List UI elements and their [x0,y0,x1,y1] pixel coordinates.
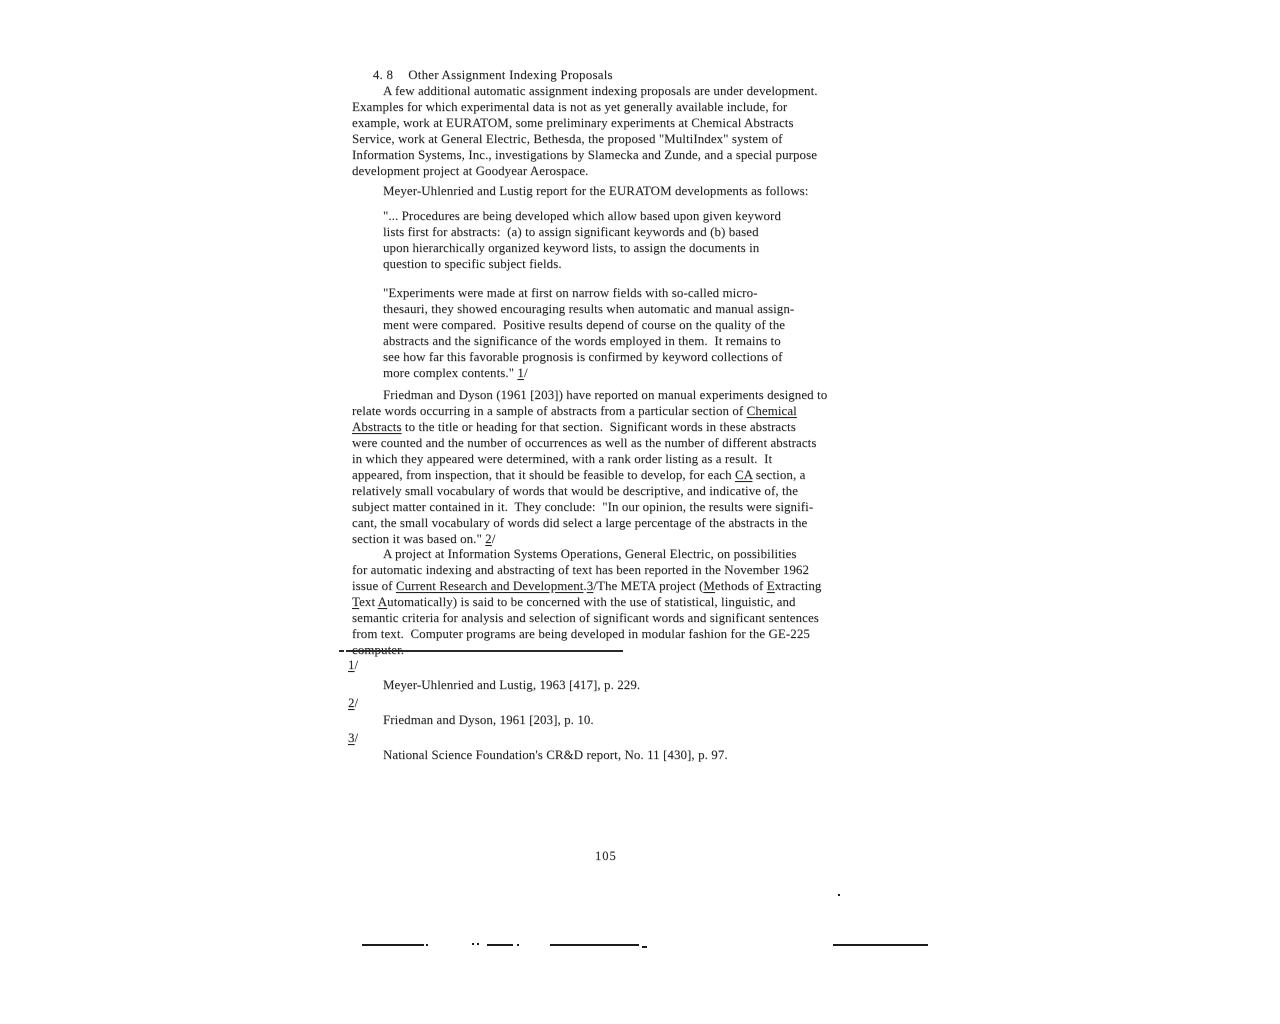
footnote-text-1 [383,677,640,693]
text-line: Meyer-Uhlenried and Lustig, 1963 [417], p. 229. [383,678,641,692]
text-line: section it was based on." 2/ [352,532,496,546]
scan-speck [517,944,519,946]
text-line: cant, the small vocabulary of words did select a large percentage of the abstracts in the [352,516,808,530]
blockquote-procedures [383,208,781,272]
footnote-text-2 [383,712,594,728]
scan-speck [426,944,428,946]
text-line: relate words occurring in a sample of abstracts from a particular section of Chemical [352,404,797,418]
footnote-marker-2 [348,695,358,711]
scan-speck [477,943,479,945]
text-line: see how far this favorable prognosis is confirmed by keyword collections of [383,350,783,364]
text-line: 1/ [348,658,359,672]
text-line: appeared, from inspection, that it should be feasible to develop, for each CA section, a [352,468,806,482]
page-number: 105 [595,849,617,863]
text-line: issue of Current Research and Development.3/The META project (Methods of Extracting [352,579,822,593]
section-number: 4. 8 [372,68,394,82]
text-line: in which they appeared were determined, with a rank order listing as a result. It [352,452,773,466]
text-line: A project at Information Systems Operations, General Electric, on possibilities [383,547,797,561]
text-line: example, work at EURATOM, some preliminary experiments at Chemical Abstracts [352,116,794,130]
paragraph-friedman-dyson [352,387,827,547]
text-line: "Experiments were made at first on narrow fields with so-called micro- [383,286,758,300]
text-line: question to specific subject fields. [383,257,562,271]
text-line: Friedman and Dyson (1961 [203]) have reported on manual experiments designed to [383,388,828,402]
text-line: Examples for which experimental data is not as yet generally available include, for [352,100,788,114]
paragraph-intro [352,83,818,179]
text-line: abstracts and the significance of the words employed in them. It remains to [383,334,781,348]
section-title: Other Assignment Indexing Proposals [408,68,613,82]
text-line: "... Procedures are being developed which allow based upon given keyword [383,209,781,223]
text-line: 2/ [348,696,359,710]
text-line: from text. Computer programs are being developed in modular fashion for the GE-225 [352,627,810,641]
footnote-marker-1 [348,657,358,673]
footnote-separator [346,650,623,652]
text-line: development project at Goodyear Aerospace. [352,164,589,178]
text-line: for automatic indexing and abstracting of text has been reported in the November 1962 [352,563,810,577]
footnote-separator-dash [339,650,344,652]
text-line: 3/ [348,731,359,745]
text-line: Meyer-Uhlenried and Lustig report for the EURATOM developments as follows: [383,184,809,198]
footnote-marker-3 [348,730,358,746]
text-line: A few additional automatic assignment indexing proposals are under development. [383,84,818,98]
scan-speck [472,943,474,945]
text-line: ment were compared. Positive results depend of course on the quality of the [383,318,786,332]
text-line: lists first for abstracts: (a) to assign significant keywords and (b) based [383,225,759,239]
text-line: Friedman and Dyson, 1961 [203], p. 10. [383,713,594,727]
text-line: semantic criteria for analysis and selection of significant words and significant sentences [352,611,819,625]
scan-mark [550,944,639,946]
scan-speck [838,894,840,896]
scan-mark [833,944,928,946]
scan-mark [642,946,647,948]
text-line: Abstracts to the title or heading for that section. Significant words in these abstracts [352,420,796,434]
text-line: Service, work at General Electric, Bethesda, the proposed "MultiIndex" system of [352,132,783,146]
scan-mark [487,944,513,946]
text-line: upon hierarchically organized keyword lists, to assign the documents in [383,241,760,255]
text-line: National Science Foundation's CR&D report, No. 11 [430], p. 97. [383,748,728,762]
text-line: thesauri, they showed encouraging results when automatic and manual assign- [383,302,795,316]
section-heading [352,51,613,82]
text-line: Text Automatically) is said to be concerned with the use of statistical, linguistic, and [352,595,796,609]
scan-mark [362,944,424,946]
paragraph-attribution [352,183,808,199]
footnote-text-3 [383,747,728,763]
blockquote-experiments [383,285,794,381]
text-line: relatively small vocabulary of words that would be descriptive, and indicative of, the [352,484,799,498]
text-line: subject matter contained in it. They conclude: "In our opinion, the results were signifi- [352,500,814,514]
text-line: Information Systems, Inc., investigations by Slamecka and Zunde, and a special purpose [352,148,818,162]
text-line: were counted and the number of occurrences as well as the number of different abstracts [352,436,817,450]
text-line: more complex contents." 1/ [383,366,528,380]
paragraph-ge-meta [352,546,821,658]
